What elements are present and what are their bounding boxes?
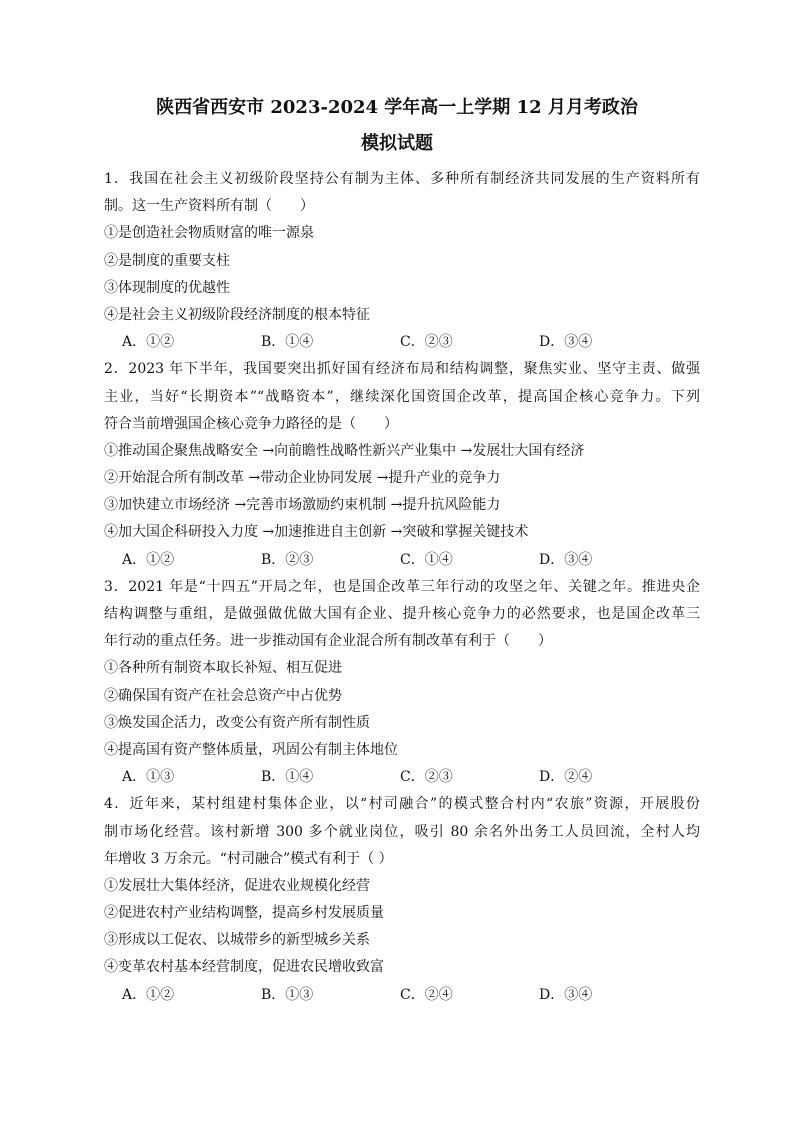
- question-list: [104, 166, 700, 1009]
- question-stem-line: 2．2023 年下半年，我国要突出抓好国有经济布局和结构调整，聚焦实业、坚守主责、做强: [104, 361, 700, 378]
- question-2: [104, 356, 700, 574]
- question-3: [104, 574, 700, 792]
- answer-choice-d: D．③④: [539, 986, 593, 1003]
- question-4: [104, 791, 700, 1009]
- exam-subtitle: 模拟试题: [361, 133, 433, 154]
- question-stem-line: 年行动的重点任务。进一步推动国有企业混合所有制改革有利于（ ）: [104, 633, 552, 650]
- answer-choices: [104, 547, 700, 574]
- answer-choice-c: C．②④: [400, 986, 453, 1003]
- question-statement: ②确保国有资产在社会总资产中占优势: [104, 687, 342, 704]
- question-statement: ③加快建立市场经济 →完善市场激励约束机制 →提升抗风险能力: [104, 497, 501, 514]
- question-stem-line: 结构调整与重组，是做强做优做大国有企业、提升核心竞争力的必然要求，也是国企改革三: [104, 606, 700, 622]
- question-statement: ③形成以工促农、以城带乡的新型城乡关系: [104, 932, 370, 949]
- question-stem-line: 1．我国在社会主义初级阶段坚持公有制为主体、多种所有制经济共同发展的生产资料所有: [104, 171, 700, 187]
- question-statement: ②促进农村产业结构调整，提高乡村发展质量: [104, 905, 384, 922]
- question-statement: ①推动国企聚焦战略安全 →向前瞻性战略性新兴产业集中 →发展壮大国有经济: [104, 442, 585, 459]
- answer-choice-a: A．①②: [122, 551, 175, 568]
- question-stem-line: 年增收 3 万余元。“村司融合”模式有利于（ ）: [104, 850, 393, 867]
- answer-choice-b: B．②③: [261, 551, 314, 568]
- question-stem-line: 制市场化经营。该村新增 300 多个就业岗位，吸引 80 余名外出务工人员回流，全村人均: [104, 823, 700, 840]
- answer-choices: [104, 982, 700, 1009]
- question-statement: ④提高国有资产整体质量，巩固公有制主体地位: [104, 741, 398, 758]
- question-statement: ①是创造社会物质财富的唯一源泉: [104, 225, 314, 242]
- question-stem-line: 符合当前增强国企核心竞争力路径的是（ ）: [104, 415, 398, 432]
- question-statement: ②开始混合所有制改革 →带动企业协同发展 →提升产业的竞争力: [104, 470, 501, 487]
- answer-choices: [104, 329, 700, 356]
- question-statement: ④是社会主义初级阶段经济制度的根本特征: [104, 306, 370, 323]
- answer-choice-c: C．②③: [400, 769, 453, 786]
- question-statement: ③体现制度的优越性: [104, 279, 230, 296]
- question-statement: ①各种所有制资本取长补短、相互促进: [104, 660, 342, 677]
- question-statement: ④变革农村基本经营制度，促进农民增收致富: [104, 959, 384, 976]
- answer-choice-c: C．①④: [400, 551, 453, 568]
- answer-choice-d: D．③④: [539, 334, 593, 351]
- answer-choices: [104, 764, 700, 791]
- question-statement: ③焕发国企活力，改变公有资产所有制性质: [104, 714, 370, 731]
- question-statement: ①发展壮大集体经济，促进农业规模化经营: [104, 877, 370, 894]
- answer-choice-b: B．①④: [261, 769, 314, 786]
- question-statement: ④加大国企科研投入力度 →加速推进自主创新 →突破和掌握关键技术: [104, 524, 529, 541]
- answer-choice-c: C．②③: [400, 334, 453, 351]
- question-stem-line: 制。这一生产资料所有制（ ）: [104, 198, 314, 215]
- answer-choice-a: A．①②: [122, 986, 175, 1003]
- answer-choice-d: D．②④: [539, 769, 593, 786]
- answer-choice-a: A．①③: [122, 769, 175, 786]
- question-stem-line: 主业，当好“长期资本”“战略资本”，继续深化国资国企改革，提高国企核心竞争力。下列: [104, 388, 700, 405]
- question-stem-line: 3．2021 年是“十四五”开局之年，也是国企改革三年行动的攻坚之年、关键之年。推进央企: [104, 578, 700, 595]
- answer-choice-b: B．①④: [261, 334, 314, 351]
- question-1: [104, 166, 700, 356]
- answer-choice-d: D．③④: [539, 551, 593, 568]
- question-stem-line: 4．近年来，某村组建村集体企业，以“村司融合”的模式整合村内“农旅”资源，开展股份: [104, 796, 700, 813]
- exam-title: 陕西省西安市 2023-2024 学年高一上学期 12 月月考政治: [156, 97, 638, 118]
- answer-choice-a: A．①②: [122, 334, 175, 351]
- answer-choice-b: B．①③: [261, 986, 314, 1003]
- question-statement: ②是制度的重要支柱: [104, 252, 230, 269]
